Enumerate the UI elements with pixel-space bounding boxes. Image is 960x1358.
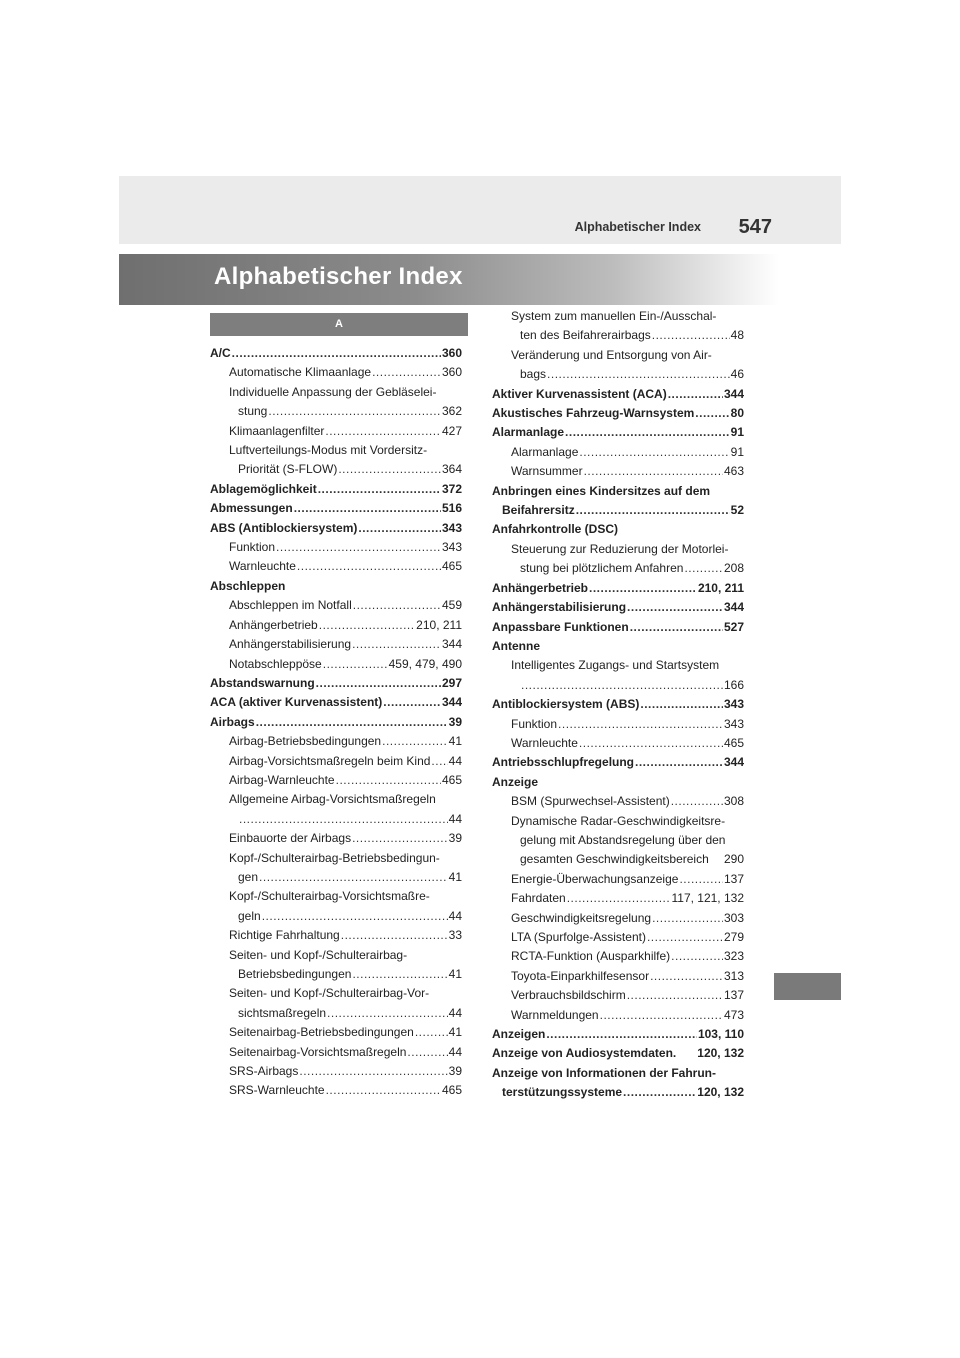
index-entry-term: ACA (aktiver Kurvenassistent) <box>210 695 383 710</box>
index-entry-term: Anhängerbetrieb <box>229 617 318 632</box>
index-entry <box>210 965 462 984</box>
index-entry <box>210 1004 462 1023</box>
index-entry-page: 46 <box>730 367 744 382</box>
leader-dots <box>576 501 730 520</box>
index-entry-term: Geschwindigkeitsregelung <box>511 910 652 925</box>
index-entry-page: 343 <box>723 716 744 731</box>
index-entry-term: Einbauorte der Airbags <box>229 831 352 846</box>
index-entry-line: Allgemeine Airbag-Vorsichtsmaßregeln <box>229 792 436 807</box>
index-heading: Anzeige von Informationen der Fahrun- <box>492 1065 717 1080</box>
index-entry-term: Beifahrersitz <box>502 503 575 518</box>
index-entry <box>210 674 462 693</box>
index-heading: Anfahrkontrolle (DSC) <box>492 522 618 537</box>
index-entry-page: 343 <box>723 697 744 712</box>
leader-dots <box>352 965 447 984</box>
index-entry-page: 91 <box>730 425 744 440</box>
index-entry-term: bags <box>520 367 547 382</box>
index-entry-term: Seitenairbag-Betriebsbedingungen <box>229 1025 414 1040</box>
index-entry-term: Warnsummer <box>511 464 583 479</box>
index-entry-page: 344 <box>723 386 744 401</box>
index-entry-term: Toyota-Einparkhilfesensor <box>511 968 650 983</box>
index-entry-page: 48 <box>730 328 744 343</box>
index-entry-page: 44 <box>448 908 462 923</box>
index-entry-term: Warnleuchte <box>511 735 578 750</box>
index-entry <box>492 462 744 481</box>
index-entry-page: 210, 211 <box>697 580 744 595</box>
index-entry-line: Kopf-/Schulterairbag-Betriebsbedingun- <box>229 850 440 865</box>
index-entry-page: 360 <box>441 365 462 380</box>
leader-dots <box>336 771 441 790</box>
leader-dots <box>316 674 441 693</box>
index-entry-term: RCTA-Funktion (Ausparkhilfe) <box>511 949 671 964</box>
index-entry-line: Intelligentes Zugangs- und Startsystem <box>511 658 720 673</box>
index-entry <box>492 870 744 889</box>
index-entry <box>210 1081 462 1100</box>
index-entry-page: 344 <box>441 695 462 710</box>
index-entry-term: Priorität (S-FLOW) <box>238 462 338 477</box>
index-entry-term: Warnmeldungen <box>511 1007 599 1022</box>
index-entry-line: Veränderung und Entsorgung von Air- <box>511 347 712 362</box>
letter-heading: A <box>210 313 468 336</box>
leader-dots <box>623 1083 696 1102</box>
index-entry-page: 117, 121, 132 <box>671 891 744 906</box>
index-entry-page: 463 <box>723 464 744 479</box>
leader-dots <box>652 909 723 928</box>
index-entry-term: stung <box>238 404 268 419</box>
index-entry-term: Klimaanlagenfilter <box>229 423 325 438</box>
index-entry-page: 465 <box>723 735 744 750</box>
index-entry-term: Verbrauchsbildschirm <box>511 988 626 1003</box>
page-title: Alphabetischer Index <box>214 263 463 290</box>
index-entry <box>210 1023 462 1042</box>
index-entry <box>492 695 744 714</box>
index-entry <box>492 889 744 908</box>
leader-dots <box>565 423 730 442</box>
leader-dots <box>325 422 441 441</box>
index-entry <box>492 1006 744 1025</box>
index-entry-term: Airbags <box>210 714 255 729</box>
leader-dots <box>299 1062 447 1081</box>
leader-dots <box>671 947 723 966</box>
leader-dots <box>407 1043 447 1062</box>
leader-dots <box>668 385 723 404</box>
index-entry-term: geln <box>238 908 261 923</box>
leader-dots <box>579 734 723 753</box>
leader-dots <box>262 907 448 926</box>
index-entry-page: 343 <box>441 520 462 535</box>
index-entry-term: Anpassbare Funktionen <box>492 619 629 634</box>
leader-dots <box>415 1023 448 1042</box>
index-entry-page: 427 <box>441 423 462 438</box>
chapter-tab <box>774 973 841 1000</box>
leader-dots <box>341 926 448 945</box>
index-entry-page: 120, 132 <box>697 1085 744 1100</box>
index-entry <box>210 363 462 382</box>
leader-dots <box>297 557 441 576</box>
index-entry <box>492 423 744 442</box>
index-entry <box>210 499 462 518</box>
index-entry-page: 344 <box>723 600 744 615</box>
index-entry <box>492 1083 744 1102</box>
index-entry-term: Notabschleppöse <box>229 656 322 671</box>
leader-dots <box>652 326 730 345</box>
index-entry-page: 343 <box>441 540 462 555</box>
index-entry-page: 527 <box>723 619 744 634</box>
title-band <box>119 254 779 305</box>
index-entry <box>210 655 462 674</box>
index-entry-page: 41 <box>448 869 462 884</box>
index-entry <box>492 715 744 734</box>
leader-dots <box>546 1025 697 1044</box>
index-entry-term: Airbag-Vorsichtsmaßregeln beim Kind <box>229 753 431 768</box>
index-entry <box>210 868 462 887</box>
index-entry-line: gelung mit Abstandsregelung über den <box>520 832 726 847</box>
leader-dots <box>584 462 723 481</box>
leader-dots <box>268 402 441 421</box>
index-entry-page: 39 <box>448 831 462 846</box>
index-entry-line: Seiten- und Kopf-/Schulterairbag- <box>229 947 408 962</box>
leader-dots <box>239 810 448 829</box>
index-entry-term: Anzeige von Audiosystemdaten. <box>492 1046 677 1061</box>
index-entry-term: terstützungssysteme <box>502 1085 623 1100</box>
index-heading: Abschleppen <box>210 578 286 593</box>
index-entry <box>210 926 462 945</box>
index-entry-term: Anzeigen <box>492 1027 546 1042</box>
leader-dots <box>319 616 415 635</box>
index-entry <box>492 676 744 695</box>
index-entry-page: 44 <box>448 1044 462 1059</box>
index-entry <box>492 986 744 1005</box>
leader-dots <box>627 986 723 1005</box>
index-entry-page: 91 <box>730 444 744 459</box>
index-entry <box>210 519 462 538</box>
index-entry-page: 166 <box>723 677 744 692</box>
leader-dots <box>671 792 723 811</box>
leader-dots <box>635 753 723 772</box>
index-entry-line: Steuerung zur Reduzierung der Motorlei- <box>511 541 729 556</box>
index-entry-page: 364 <box>441 462 462 477</box>
index-entry-page: 362 <box>441 404 462 419</box>
index-entry-page: 313 <box>723 968 744 983</box>
index-entry-page: 41 <box>448 734 462 749</box>
index-entry-page: 210, 211 <box>416 617 462 632</box>
index-entry-term: Anhängerbetrieb <box>492 580 589 595</box>
index-entry-term: Funktion <box>229 540 276 555</box>
index-entry <box>210 344 462 363</box>
index-entry-term: Fahrdaten <box>511 891 566 906</box>
index-entry-term: BSM (Spurwechsel-Assistent) <box>511 794 670 809</box>
leader-dots <box>630 618 723 637</box>
index-entry-term: ten des Beifahrerairbags <box>520 328 651 343</box>
index-entry-term: Richtige Fahrhaltung <box>229 928 340 943</box>
leader-dots <box>276 538 441 557</box>
leader-dots <box>232 344 441 363</box>
index-entry-term: ABS (Antiblockiersystem) <box>210 520 358 535</box>
leader-dots <box>326 1081 441 1100</box>
index-entry <box>210 771 462 790</box>
index-entry-term: Seitenairbag-Vorsichtsmaßregeln <box>229 1044 407 1059</box>
leader-dots <box>650 967 723 986</box>
index-entry <box>492 559 744 578</box>
index-entry-page: 41 <box>448 1025 462 1040</box>
index-entry <box>492 1044 744 1063</box>
index-entry <box>492 501 744 520</box>
leader-dots <box>558 715 723 734</box>
index-entry <box>492 618 744 637</box>
index-entry <box>492 385 744 404</box>
index-entry-term: sichtsmaßregeln <box>238 1005 327 1020</box>
leader-dots <box>327 1004 448 1023</box>
index-entry-line: System zum manuellen Ein-/Ausschal- <box>511 309 717 323</box>
index-entry <box>210 732 462 751</box>
index-entry-page: 44 <box>448 753 462 768</box>
index-entry-page: 516 <box>441 501 462 516</box>
index-entry-line: Luftverteilungs-Modus mit Vordersitz- <box>229 443 428 458</box>
index-heading: Antenne <box>492 638 540 653</box>
index-entry <box>492 326 744 345</box>
index-entry-term: gesamten Geschwindigkeitsbereich <box>520 852 709 867</box>
header-band <box>119 176 841 244</box>
index-entry-line: Dynamische Radar-Geschwindigkeitsre- <box>511 813 726 828</box>
index-entry <box>210 635 462 654</box>
header-section-title: Alphabetischer Index <box>574 220 701 234</box>
leader-dots <box>521 676 723 695</box>
index-entry-term: Anhängerstabilisierung <box>229 637 352 652</box>
index-entry-page: 39 <box>448 1064 462 1079</box>
index-entry-page: 44 <box>448 811 462 826</box>
index-entry-term: Airbag-Warnleuchte <box>229 772 335 787</box>
index-entry <box>210 402 462 421</box>
leader-dots <box>627 598 723 617</box>
index-entry <box>492 579 744 598</box>
index-entry <box>492 753 744 772</box>
index-entry-page: 52 <box>730 503 744 518</box>
index-entry <box>210 1062 462 1081</box>
index-entry-page: 80 <box>730 406 744 421</box>
index-entry-term: Abstandswarnung <box>210 675 315 690</box>
index-entry-page: 303 <box>723 910 744 925</box>
leader-dots <box>567 889 671 908</box>
index-entry-page: 39 <box>448 714 462 729</box>
index-entry-page: 137 <box>723 871 744 886</box>
index-entry-term: Automatische Klimaanlage <box>229 365 372 380</box>
page-number: 547 <box>738 216 772 238</box>
leader-dots <box>382 732 448 751</box>
index-entry-term: SRS-Airbags <box>229 1064 299 1079</box>
index-entry <box>492 967 744 986</box>
leader-dots <box>547 365 730 384</box>
leader-dots <box>579 443 729 462</box>
leader-dots <box>383 693 441 712</box>
index-entry-line: Kopf-/Schulterairbag-Vorsichtsmaßre- <box>229 889 430 904</box>
leader-dots <box>684 559 723 578</box>
index-entry-term: Anhängerstabilisierung <box>492 600 627 615</box>
leader-dots <box>640 695 723 714</box>
index-entry-line: Seiten- und Kopf-/Schulterairbag-Vor- <box>229 986 430 1001</box>
index-entry-page: 308 <box>723 794 744 809</box>
leader-dots <box>358 519 441 538</box>
index-entry-term: Ablagemöglichkeit <box>210 481 317 496</box>
index-entry-page: 297 <box>441 675 462 690</box>
index-entry-term: Warnleuchte <box>229 559 296 574</box>
index-entry-page: 465 <box>441 1083 462 1098</box>
index-entry-page: 120, 132 <box>697 1046 744 1061</box>
index-entry-term: Alarmanlage <box>511 444 579 459</box>
index-entry-term: SRS-Warnleuchte <box>229 1083 325 1098</box>
leader-dots <box>323 655 388 674</box>
leader-dots <box>352 635 441 654</box>
index-entry-page: 465 <box>441 772 462 787</box>
index-entry-page: 44 <box>448 1005 462 1020</box>
leader-dots <box>352 829 448 848</box>
index-entry <box>492 850 744 869</box>
index-heading: Anbringen eines Kindersitzes auf dem <box>492 483 711 498</box>
index-entry <box>210 829 462 848</box>
index-entry-term: Abmessungen <box>210 501 293 516</box>
leader-dots <box>318 480 441 499</box>
index-entry-page: 344 <box>723 755 744 770</box>
index-entry <box>210 752 462 771</box>
leader-dots <box>647 928 723 947</box>
leader-dots <box>695 404 729 423</box>
index-entry-term: Betriebsbedingungen <box>238 967 352 981</box>
index-entry-term: gen <box>238 869 259 884</box>
index-entry <box>210 616 462 635</box>
index-entry <box>210 693 462 712</box>
index-entry-term: A/C <box>210 346 231 360</box>
index-entry-page: 465 <box>441 559 462 574</box>
index-entry-page: 459, 479, 490 <box>388 656 462 671</box>
index-entry <box>492 1025 744 1044</box>
index-entry <box>210 422 462 441</box>
index-entry-page: 459 <box>441 598 462 613</box>
index-entry-page: 33 <box>448 928 462 943</box>
leader-dots <box>256 713 448 732</box>
leader-dots <box>372 363 441 382</box>
index-entry <box>492 598 744 617</box>
index-entry-term: Aktiver Kurvenassistent (ACA) <box>492 386 667 401</box>
index-entry-page: 360 <box>441 346 462 360</box>
index-entry <box>210 810 462 829</box>
index-entry-term: Alarmanlage <box>492 425 565 440</box>
index-entry-page: 41 <box>448 967 462 981</box>
index-entry <box>210 557 462 576</box>
index-column-left <box>210 344 462 1101</box>
index-entry-page: 372 <box>441 481 462 496</box>
leader-dots <box>338 460 441 479</box>
index-entry <box>492 443 744 462</box>
index-heading: Anzeige <box>492 774 539 789</box>
index-entry <box>210 596 462 615</box>
index-entry <box>492 909 744 928</box>
index-entry-page: 290 <box>723 852 744 867</box>
index-entry <box>210 1043 462 1062</box>
index-entry <box>492 947 744 966</box>
index-entry-term: Funktion <box>511 716 558 731</box>
index-entry-page: 137 <box>723 988 744 1003</box>
index-entry-term: Airbag-Betriebsbedingungen <box>229 734 382 749</box>
leader-dots <box>600 1006 723 1025</box>
leader-dots <box>353 596 441 615</box>
index-entry <box>492 404 744 423</box>
index-entry <box>492 734 744 753</box>
index-entry-term: LTA (Spurfolge-Assistent) <box>511 930 646 944</box>
leader-dots <box>679 870 723 889</box>
index-entry-page: 323 <box>723 949 744 964</box>
index-entry-page: 473 <box>723 1007 744 1022</box>
leader-dots <box>259 868 448 887</box>
index-entry-term: Energie-Überwachungsanzeige <box>511 871 679 886</box>
leader-dots <box>431 752 447 771</box>
index-entry-term: stung bei plötzlichem Anfahren <box>520 561 684 576</box>
index-entry <box>210 480 462 499</box>
index-entry <box>210 713 462 732</box>
index-entry <box>210 538 462 557</box>
index-entry <box>492 365 744 384</box>
index-entry <box>492 792 744 811</box>
leader-dots <box>589 579 697 598</box>
index-entry-page: 103, 110 <box>697 1027 744 1042</box>
index-entry-term: Antiblockiersystem (ABS) <box>492 697 640 712</box>
index-entry-page: 279 <box>723 930 744 944</box>
index-entry <box>210 907 462 926</box>
index-entry-page: 344 <box>441 637 462 652</box>
index-entry <box>210 460 462 479</box>
index-entry-page: 208 <box>723 561 744 576</box>
index-entry <box>492 928 744 947</box>
index-entry-line: Individuelle Anpassung der Gebläselei- <box>229 384 437 399</box>
index-entry-term: Antriebsschlupfregelung <box>492 755 635 770</box>
leader-dots <box>294 499 441 518</box>
index-entry-term: Abschleppen im Notfall <box>229 598 352 613</box>
index-column-right <box>492 307 744 1103</box>
index-entry-term: Akustisches Fahrzeug-Warnsystem <box>492 406 695 421</box>
